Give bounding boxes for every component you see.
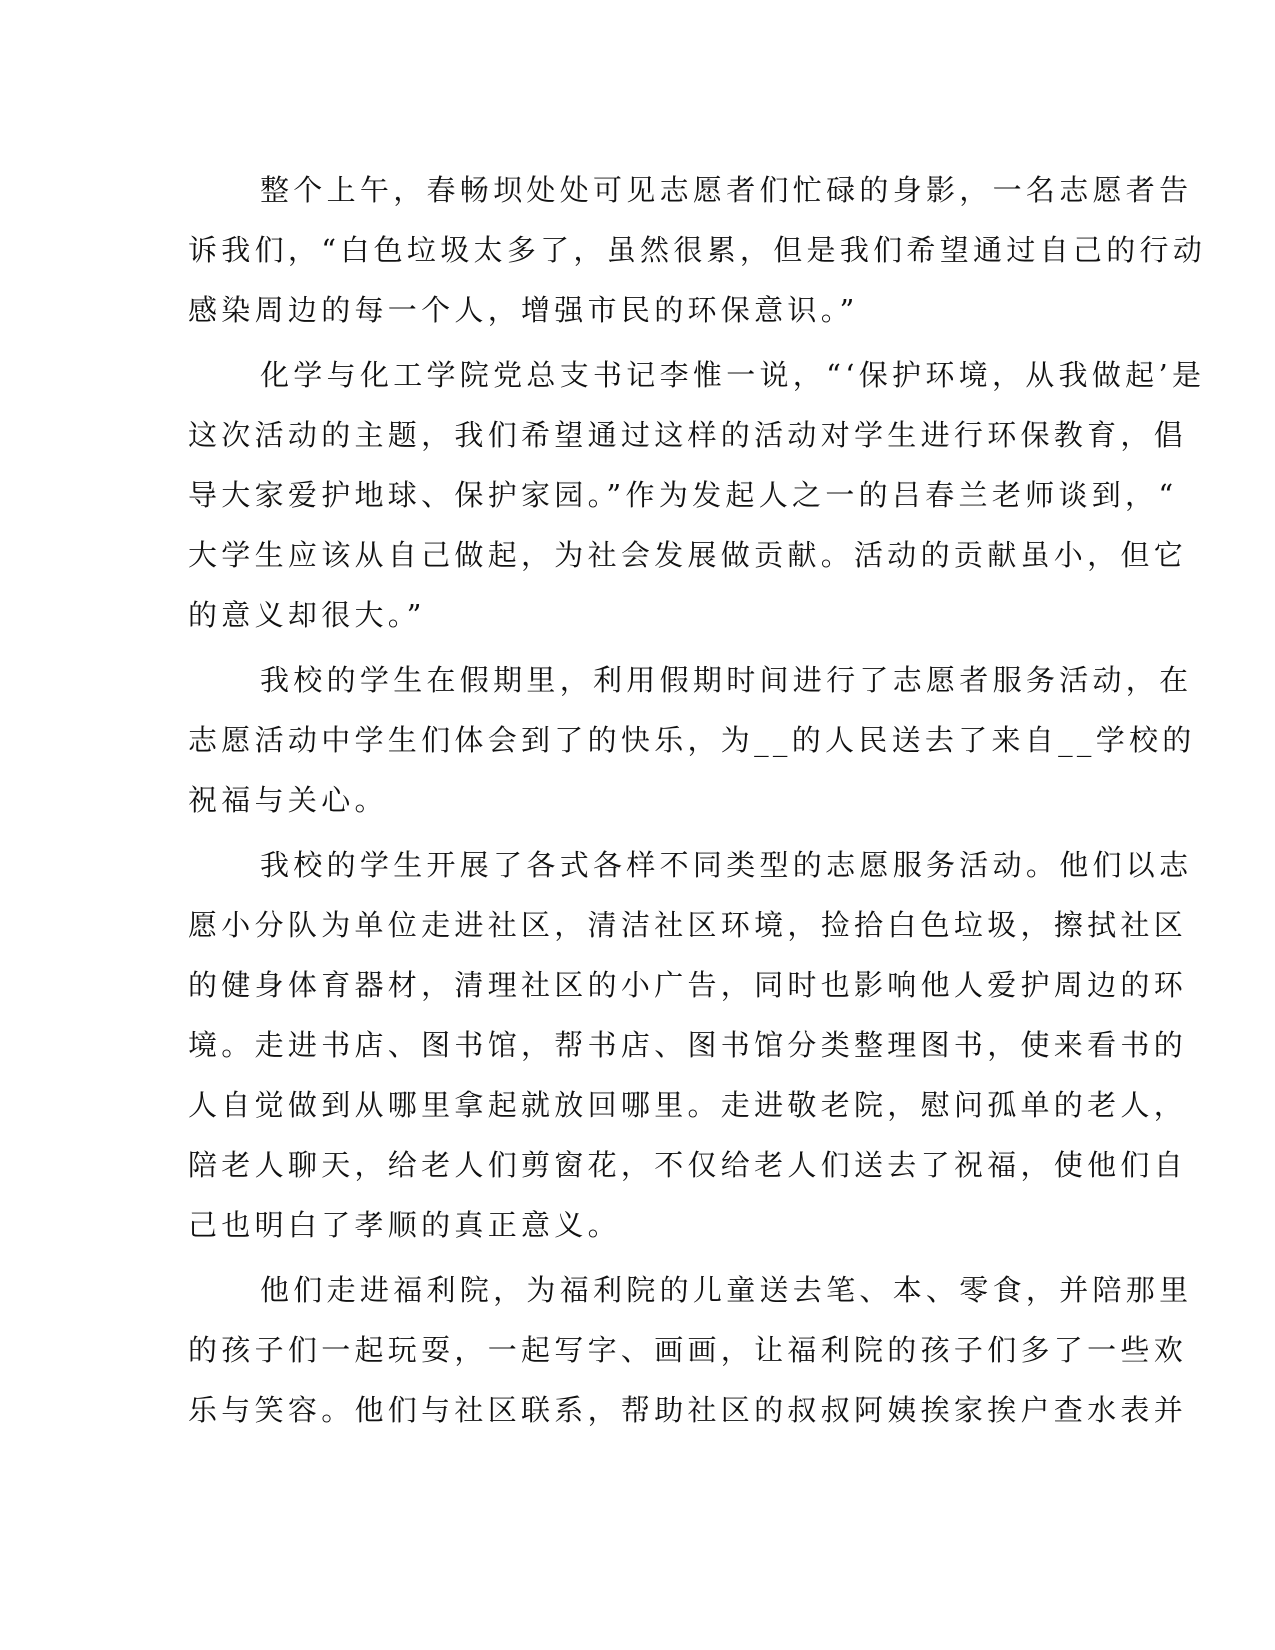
text-line: 愿小分队为单位走进社区，清洁社区环境，捡拾白色垃圾，擦拭社区 [188,908,1188,942]
text-line: 我校的学生开展了各式各样不同类型的志愿服务活动。他们以志 [260,848,1193,882]
text-line: 人自觉做到从哪里拿起就放回哪里。走进敬老院，慰问孤单的老人， [188,1088,1188,1122]
text-line: 化学与化工学院党总支书记李惟一说，“‘保护环境，从我做起’是 [260,358,1206,392]
text-line: 的意义却很大。” [188,598,426,632]
paragraph-1 [188,160,1207,340]
text-line: 导大家爱护地球、保护家园。”作为发起人之一的吕春兰老师谈到，“ [188,478,1178,512]
text-line: 志愿活动中学生们体会到了的快乐，为__的人民送去了来自__学校的 [188,723,1196,757]
text-line: 整个上午，春畅坝处处可见志愿者们忙碌的身影，一名志愿者告 [260,173,1193,207]
text-line: 他们走进福利院，为福利院的儿童送去笔、本、零食，并陪那里 [260,1273,1193,1307]
text-line: 陪老人聊天，给老人们剪窗花，不仅给老人们送去了祝福，使他们自 [188,1148,1188,1182]
paragraph-4 [188,835,1193,1255]
text-line: 这次活动的主题，我们希望通过这样的活动对学生进行环保教育，倡 [188,418,1188,452]
document-body [188,160,1207,1440]
text-line: 感染周边的每一个人，增强市民的环保意识。” [188,293,859,327]
text-line: 境。走进书店、图书馆，帮书店、图书馆分类整理图书，使来看书的 [188,1028,1188,1062]
text-line: 诉我们，“白色垃圾太多了，虽然很累，但是我们希望通过自己的行动 [188,233,1207,267]
paragraph-2 [188,345,1206,645]
text-line: 我校的学生在假期里，利用假期时间进行了志愿者服务活动，在 [260,663,1193,697]
text-line: 己也明白了孝顺的真正意义。 [188,1208,621,1242]
paragraph-3 [188,650,1196,830]
paragraph-5 [188,1260,1193,1440]
text-line: 乐与笑容。他们与社区联系，帮助社区的叔叔阿姨挨家挨户查水表并 [188,1393,1188,1427]
text-line: 大学生应该从自己做起，为社会发展做贡献。活动的贡献虽小，但它 [188,538,1188,572]
text-line: 的孩子们一起玩耍，一起写字、画画，让福利院的孩子们多了一些欢 [188,1333,1188,1367]
text-line: 的健身体育器材，清理社区的小广告，同时也影响他人爱护周边的环 [188,968,1188,1002]
text-line: 祝福与关心。 [188,783,388,817]
